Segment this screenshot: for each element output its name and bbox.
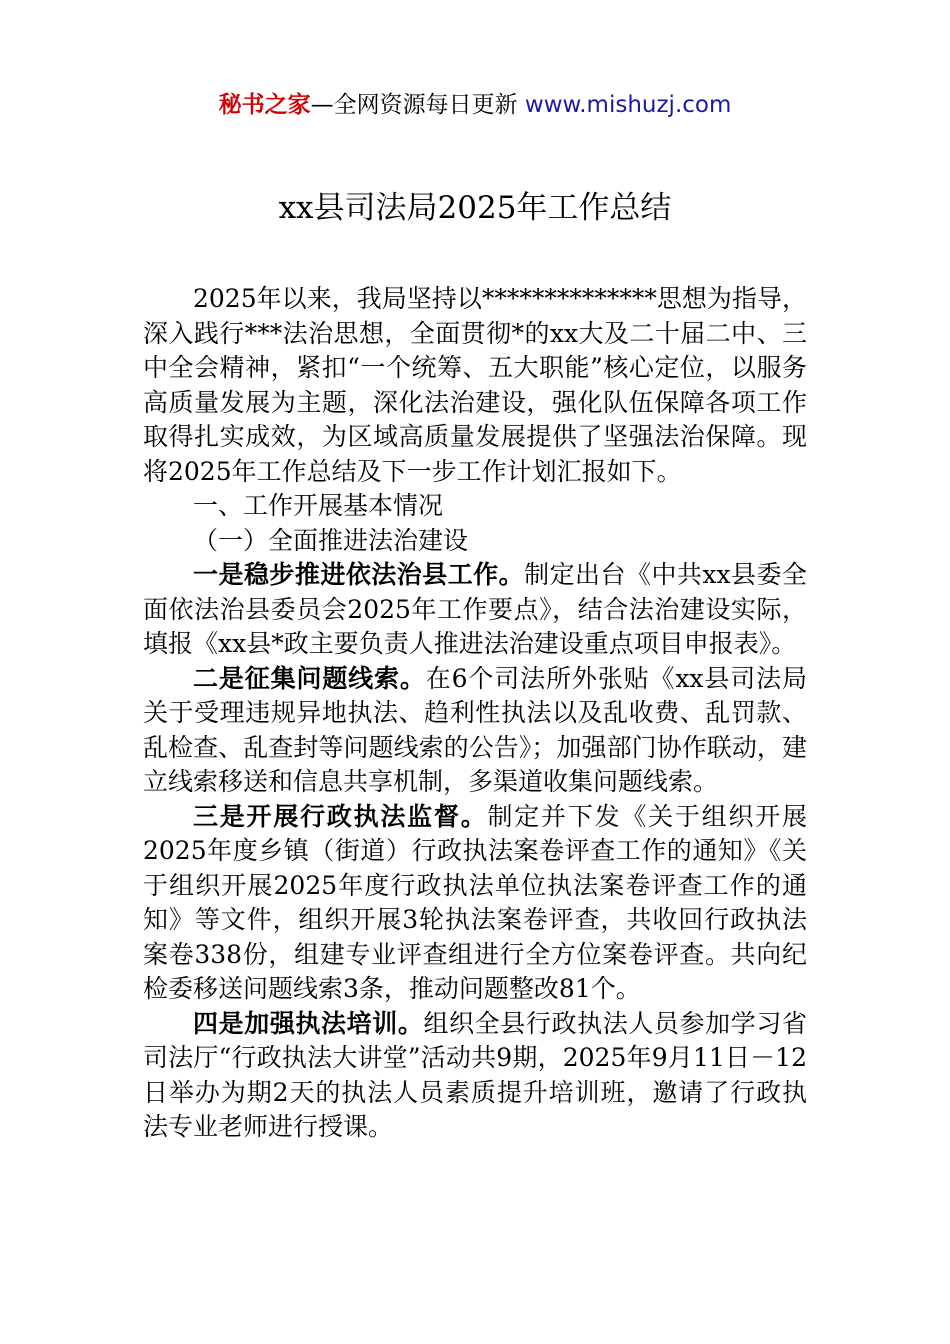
document-title: xx县司法局2025年工作总结 bbox=[278, 190, 672, 226]
header-tagline: —全网资源每日更新 bbox=[310, 92, 518, 118]
item-text: 组织全县行政执法人员参加学习省司法厅“行政执法大讲堂”活动共9期，2025年9月11日－12日举办为期2天的执法人员素质提升培训班，邀请了行政执法专业老师进行授课。 bbox=[143, 1008, 807, 1141]
item-paragraph bbox=[143, 558, 807, 662]
item-paragraph bbox=[143, 662, 807, 800]
site-url-link[interactable]: www.mishuzj.com bbox=[524, 92, 732, 118]
site-header bbox=[0, 88, 950, 122]
item-lead: 四是加强执法培训。 bbox=[193, 1008, 424, 1038]
subsection-heading: （一）全面推进法治建设 bbox=[193, 525, 469, 555]
document-body bbox=[143, 282, 807, 1145]
item-text: 制定出台《中共xx县委全面依法治县委员会2025年工作要点》，结合法治建设实际，填报《xx县*政主要负责人推进法治建设重点项目申报表》。 bbox=[143, 560, 807, 658]
item-text: 在6个司法所外张贴《xx县司法局关于受理违规异地执法、趋利性执法以及乱收费、乱罚款、乱检查、乱查封等问题线索的公告》；加强部门协作联动，建立线索移送和信息共享机制，多渠道收集问题线索。 bbox=[143, 663, 807, 796]
item-lead: 二是征集问题线索。 bbox=[193, 663, 426, 693]
item-paragraph bbox=[143, 800, 807, 1007]
intro-paragraph: 2025年以来，我局坚持以**************思想为指导，深入践行***法治思想，全面贯彻*的xx大及二十届二中、三中全会精神，紧扣“一个统筹、五大职能”核心定位，以服务高质量发展为主题，深化法治建设，强化队伍保障各项工作取得扎实成效，为区域高质量发展提供了坚强法治保障。现将2025年工作总结及下一步工作计划汇报如下。 bbox=[143, 284, 807, 486]
section-heading: 一、工作开展基本情况 bbox=[193, 491, 444, 520]
item-lead: 一是稳步推进依法治县工作。 bbox=[193, 560, 525, 589]
item-paragraph bbox=[143, 1007, 807, 1145]
brand-name: 秘书之家 bbox=[218, 92, 311, 118]
item-lead: 三是开展行政执法监督。 bbox=[193, 801, 488, 831]
item-text: 制定并下发《关于组织开展2025年度乡镇（街道）行政执法案卷评查工作的通知》《关于组织开展2025年度行政执法单位执法案卷评查工作的通知》等文件，组织开展3轮执法案卷评查，共收回行政执法案卷338份，组建专业评查组进行全方位案卷评查。共向纪检委移送问题线索3条，推动问题整改81个。 bbox=[143, 801, 807, 1003]
